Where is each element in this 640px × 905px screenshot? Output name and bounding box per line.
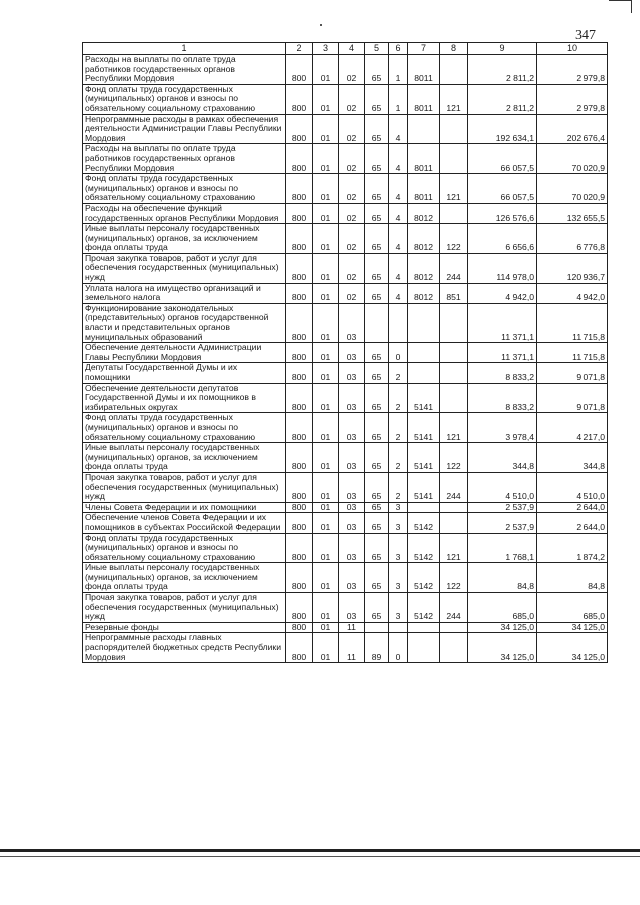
subsection-code-cell: 02	[339, 224, 365, 254]
section-code-cell: 01	[313, 174, 339, 204]
program-code-cell: 89	[365, 633, 389, 663]
expense-type-cell	[440, 114, 468, 144]
column-header: 6	[389, 43, 408, 55]
amount-year2-cell: 70 020,9	[537, 144, 608, 174]
expense-name-cell: Обеспечение членов Совета Федерации и их помощников в субъектах Российской Федерации	[83, 513, 286, 533]
subprogram-code-cell: 2	[389, 443, 408, 473]
target-article-cell: 8012	[408, 203, 440, 223]
expense-type-cell	[440, 303, 468, 342]
ministry-code-cell: 800	[286, 513, 313, 533]
section-code-cell: 01	[313, 633, 339, 663]
amount-year1-cell: 2 811,2	[468, 84, 537, 114]
expense-type-cell	[440, 343, 468, 363]
amount-year2-cell: 344,8	[537, 443, 608, 473]
section-code-cell: 01	[313, 144, 339, 174]
expense-name-cell: Расходы на обеспечение функций государственных органов Республики Мордовия	[83, 203, 286, 223]
table-row	[83, 253, 608, 283]
ministry-code-cell: 800	[286, 633, 313, 663]
table-row	[83, 472, 608, 502]
table-row	[83, 593, 608, 623]
target-article-cell: 8012	[408, 253, 440, 283]
section-code-cell: 01	[313, 253, 339, 283]
expense-name-cell: Члены Совета Федерации и их помощники	[83, 502, 286, 513]
ministry-code-cell: 800	[286, 84, 313, 114]
subprogram-code-cell: 4	[389, 203, 408, 223]
subprogram-code-cell: 3	[389, 593, 408, 623]
program-code-cell: 65	[365, 383, 389, 413]
section-code-cell: 01	[313, 502, 339, 513]
section-code-cell: 01	[313, 114, 339, 144]
expense-type-cell: 122	[440, 443, 468, 473]
subprogram-code-cell: 2	[389, 472, 408, 502]
section-code-cell: 01	[313, 203, 339, 223]
subsection-code-cell: 02	[339, 283, 365, 303]
ministry-code-cell: 800	[286, 203, 313, 223]
expense-name-cell: Прочая закупка товаров, работ и услуг для обеспечения государственных (муниципальных) нужд	[83, 472, 286, 502]
ministry-code-cell: 800	[286, 533, 313, 563]
target-article-cell: 5142	[408, 563, 440, 593]
expense-name-cell: Резервные фонды	[83, 622, 286, 633]
subsection-code-cell: 03	[339, 303, 365, 342]
amount-year2-cell: 6 776,8	[537, 224, 608, 254]
target-article-cell: 5141	[408, 383, 440, 413]
table-row	[83, 303, 608, 342]
subprogram-code-cell: 1	[389, 84, 408, 114]
amount-year1-cell: 34 125,0	[468, 622, 537, 633]
subsection-code-cell: 03	[339, 593, 365, 623]
amount-year1-cell: 8 833,2	[468, 363, 537, 383]
target-article-cell	[408, 343, 440, 363]
expense-name-cell: Прочая закупка товаров, работ и услуг для обеспечения государственных (муниципальных) нужд	[83, 593, 286, 623]
ministry-code-cell: 800	[286, 303, 313, 342]
expense-type-cell	[440, 502, 468, 513]
expense-name-cell: Уплата налога на имущество организаций и земельного налога	[83, 283, 286, 303]
amount-year2-cell: 2 644,0	[537, 513, 608, 533]
subsection-code-cell: 02	[339, 84, 365, 114]
amount-year1-cell: 2 537,9	[468, 502, 537, 513]
amount-year2-cell: 11 715,8	[537, 343, 608, 363]
table-row	[83, 114, 608, 144]
expense-name-cell: Расходы на выплаты по оплате труда работников государственных органов Республики Мордовия	[83, 144, 286, 174]
table-row	[83, 144, 608, 174]
program-code-cell: 65	[365, 253, 389, 283]
column-header: 5	[365, 43, 389, 55]
target-article-cell: 5141	[408, 413, 440, 443]
ministry-code-cell: 800	[286, 502, 313, 513]
page-number: 347	[575, 28, 596, 43]
subprogram-code-cell: 3	[389, 533, 408, 563]
ministry-code-cell: 800	[286, 55, 313, 85]
amount-year2-cell: 2 979,8	[537, 84, 608, 114]
expense-name-cell: Непрограммные расходы главных распорядителей бюджетных средств Республики Мордовия	[83, 633, 286, 663]
expense-type-cell: 122	[440, 563, 468, 593]
program-code-cell: 65	[365, 513, 389, 533]
subsection-code-cell: 03	[339, 563, 365, 593]
subprogram-code-cell: 4	[389, 283, 408, 303]
table-row	[83, 203, 608, 223]
amount-year2-cell: 4 942,0	[537, 283, 608, 303]
amount-year2-cell: 84,8	[537, 563, 608, 593]
subprogram-code-cell: 4	[389, 253, 408, 283]
target-article-cell: 8011	[408, 144, 440, 174]
target-article-cell	[408, 363, 440, 383]
target-article-cell	[408, 114, 440, 144]
target-article-cell	[408, 633, 440, 663]
ministry-code-cell: 800	[286, 622, 313, 633]
subprogram-code-cell: 2	[389, 413, 408, 443]
ministry-code-cell: 800	[286, 413, 313, 443]
table-row	[83, 363, 608, 383]
column-header: 4	[339, 43, 365, 55]
section-code-cell: 01	[313, 413, 339, 443]
amount-year1-cell: 685,0	[468, 593, 537, 623]
target-article-cell	[408, 502, 440, 513]
table-row	[83, 224, 608, 254]
subsection-code-cell: 03	[339, 513, 365, 533]
program-code-cell: 65	[365, 413, 389, 443]
amount-year2-cell: 9 071,8	[537, 363, 608, 383]
amount-year1-cell: 4 942,0	[468, 283, 537, 303]
subprogram-code-cell: 1	[389, 55, 408, 85]
target-article-cell: 5142	[408, 593, 440, 623]
subsection-code-cell: 02	[339, 144, 365, 174]
table-header-row	[83, 43, 608, 55]
subsection-code-cell: 03	[339, 533, 365, 563]
expense-type-cell	[440, 383, 468, 413]
section-code-cell: 01	[313, 363, 339, 383]
amount-year1-cell: 6 656,6	[468, 224, 537, 254]
program-code-cell: 65	[365, 224, 389, 254]
amount-year1-cell: 114 978,0	[468, 253, 537, 283]
program-code-cell: 65	[365, 363, 389, 383]
amount-year1-cell: 344,8	[468, 443, 537, 473]
expense-type-cell: 244	[440, 253, 468, 283]
subprogram-code-cell: 0	[389, 343, 408, 363]
scan-dot	[320, 24, 322, 26]
table-row	[83, 563, 608, 593]
ministry-code-cell: 800	[286, 224, 313, 254]
subsection-code-cell: 03	[339, 343, 365, 363]
amount-year1-cell: 66 057,5	[468, 174, 537, 204]
table-row	[83, 502, 608, 513]
program-code-cell	[365, 622, 389, 633]
section-code-cell: 01	[313, 533, 339, 563]
target-article-cell	[408, 303, 440, 342]
ministry-code-cell: 800	[286, 383, 313, 413]
amount-year2-cell: 132 655,5	[537, 203, 608, 223]
amount-year2-cell: 202 676,4	[537, 114, 608, 144]
program-code-cell: 65	[365, 533, 389, 563]
amount-year1-cell: 2 811,2	[468, 55, 537, 85]
subsection-code-cell: 02	[339, 114, 365, 144]
program-code-cell: 65	[365, 84, 389, 114]
expense-type-cell	[440, 633, 468, 663]
expense-name-cell: Прочая закупка товаров, работ и услуг для обеспечения государственных (муниципальных) нужд	[83, 253, 286, 283]
program-code-cell: 65	[365, 472, 389, 502]
expense-type-cell	[440, 144, 468, 174]
column-header: 1	[83, 43, 286, 55]
program-code-cell	[365, 303, 389, 342]
amount-year1-cell: 1 768,1	[468, 533, 537, 563]
ministry-code-cell: 800	[286, 174, 313, 204]
program-code-cell: 65	[365, 563, 389, 593]
expense-name-cell: Иные выплаты персоналу государственных (муниципальных) органов, за исключением фонда оплаты труда	[83, 443, 286, 473]
table-row	[83, 343, 608, 363]
subsection-code-cell: 03	[339, 443, 365, 473]
footer-rule-thick	[0, 849, 640, 852]
table-row	[83, 533, 608, 563]
target-article-cell: 5142	[408, 533, 440, 563]
expense-name-cell: Депутаты Государственной Думы и их помощники	[83, 363, 286, 383]
amount-year2-cell: 34 125,0	[537, 622, 608, 633]
program-code-cell: 65	[365, 283, 389, 303]
amount-year2-cell: 2 979,8	[537, 55, 608, 85]
column-header: 10	[537, 43, 608, 55]
subprogram-code-cell: 2	[389, 363, 408, 383]
expense-name-cell: Расходы на выплаты по оплате труда работников государственных органов Республики Мордовия	[83, 55, 286, 85]
table-row	[83, 84, 608, 114]
amount-year2-cell: 9 071,8	[537, 383, 608, 413]
amount-year1-cell: 11 371,1	[468, 303, 537, 342]
ministry-code-cell: 800	[286, 343, 313, 363]
ministry-code-cell: 800	[286, 443, 313, 473]
amount-year1-cell: 192 634,1	[468, 114, 537, 144]
target-article-cell	[408, 622, 440, 633]
program-code-cell: 65	[365, 144, 389, 174]
table-row	[83, 283, 608, 303]
section-code-cell: 01	[313, 563, 339, 593]
amount-year2-cell: 70 020,9	[537, 174, 608, 204]
expense-type-cell: 851	[440, 283, 468, 303]
expense-name-cell: Непрограммные расходы в рамках обеспечения деятельности Администрации Главы Республики Мордовия	[83, 114, 286, 144]
section-code-cell: 01	[313, 343, 339, 363]
column-header: 9	[468, 43, 537, 55]
target-article-cell: 5141	[408, 443, 440, 473]
amount-year1-cell: 84,8	[468, 563, 537, 593]
table-row	[83, 55, 608, 85]
subprogram-code-cell: 4	[389, 224, 408, 254]
amount-year1-cell: 3 978,4	[468, 413, 537, 443]
subsection-code-cell: 03	[339, 413, 365, 443]
subprogram-code-cell	[389, 622, 408, 633]
target-article-cell: 8012	[408, 283, 440, 303]
section-code-cell: 01	[313, 513, 339, 533]
target-article-cell: 5142	[408, 513, 440, 533]
ministry-code-cell: 800	[286, 144, 313, 174]
target-article-cell: 8012	[408, 224, 440, 254]
subprogram-code-cell: 3	[389, 513, 408, 533]
subsection-code-cell: 03	[339, 472, 365, 502]
ministry-code-cell: 800	[286, 363, 313, 383]
section-code-cell: 01	[313, 593, 339, 623]
expense-name-cell: Фонд оплаты труда государственных (муниципальных) органов и взносы по обязательному социальному страхованию	[83, 533, 286, 563]
expense-type-cell	[440, 513, 468, 533]
subprogram-code-cell	[389, 303, 408, 342]
table-row	[83, 513, 608, 533]
expense-type-cell	[440, 55, 468, 85]
column-header: 8	[440, 43, 468, 55]
amount-year1-cell: 2 537,9	[468, 513, 537, 533]
expense-name-cell: Иные выплаты персоналу государственных (муниципальных) органов, за исключением фонда оплаты труда	[83, 563, 286, 593]
program-code-cell: 65	[365, 55, 389, 85]
table-row	[83, 633, 608, 663]
program-code-cell: 65	[365, 203, 389, 223]
amount-year2-cell: 685,0	[537, 593, 608, 623]
table-body	[83, 55, 608, 663]
ministry-code-cell: 800	[286, 472, 313, 502]
expense-name-cell: Фонд оплаты труда государственных (муниципальных) органов и взносы по обязательному социальному страхованию	[83, 174, 286, 204]
subprogram-code-cell: 2	[389, 383, 408, 413]
program-code-cell: 65	[365, 593, 389, 623]
target-article-cell: 8011	[408, 174, 440, 204]
expense-type-cell: 244	[440, 593, 468, 623]
expense-type-cell	[440, 622, 468, 633]
table-row	[83, 383, 608, 413]
expense-name-cell: Фонд оплаты труда государственных (муниципальных) органов и взносы по обязательному социальному страхованию	[83, 84, 286, 114]
subsection-code-cell: 03	[339, 363, 365, 383]
target-article-cell: 8011	[408, 55, 440, 85]
subsection-code-cell: 03	[339, 383, 365, 413]
ministry-code-cell: 800	[286, 283, 313, 303]
target-article-cell: 8011	[408, 84, 440, 114]
amount-year2-cell: 34 125,0	[537, 633, 608, 663]
amount-year2-cell: 1 874,2	[537, 533, 608, 563]
expense-type-cell: 121	[440, 413, 468, 443]
amount-year1-cell: 34 125,0	[468, 633, 537, 663]
section-code-cell: 01	[313, 303, 339, 342]
amount-year1-cell: 8 833,2	[468, 383, 537, 413]
ministry-code-cell: 800	[286, 593, 313, 623]
expense-type-cell: 122	[440, 224, 468, 254]
expense-name-cell: Иные выплаты персоналу государственных (муниципальных) органов, за исключением фонда оплаты труда	[83, 224, 286, 254]
subsection-code-cell: 02	[339, 55, 365, 85]
program-code-cell: 65	[365, 343, 389, 363]
subprogram-code-cell: 3	[389, 502, 408, 513]
ministry-code-cell: 800	[286, 114, 313, 144]
program-code-cell: 65	[365, 502, 389, 513]
table-row	[83, 443, 608, 473]
budget-table	[82, 42, 608, 663]
amount-year1-cell: 126 576,6	[468, 203, 537, 223]
table-row	[83, 622, 608, 633]
subprogram-code-cell: 4	[389, 174, 408, 204]
section-code-cell: 01	[313, 55, 339, 85]
footer-rule-thin	[0, 856, 640, 857]
subprogram-code-cell: 0	[389, 633, 408, 663]
section-code-cell: 01	[313, 224, 339, 254]
section-code-cell: 01	[313, 383, 339, 413]
expense-type-cell	[440, 363, 468, 383]
expense-name-cell: Функционирование законодательных (представительных) органов государственной власти и представительных органов муниципальных образований	[83, 303, 286, 342]
expense-type-cell: 121	[440, 533, 468, 563]
expense-name-cell: Фонд оплаты труда государственных (муниципальных) органов и взносы по обязательному социальному страхованию	[83, 413, 286, 443]
column-header: 2	[286, 43, 313, 55]
section-code-cell: 01	[313, 283, 339, 303]
amount-year2-cell: 4 510,0	[537, 472, 608, 502]
amount-year2-cell: 2 644,0	[537, 502, 608, 513]
program-code-cell: 65	[365, 443, 389, 473]
target-article-cell: 5141	[408, 472, 440, 502]
subsection-code-cell: 03	[339, 502, 365, 513]
expense-type-cell: 121	[440, 174, 468, 204]
expense-type-cell: 121	[440, 84, 468, 114]
subprogram-code-cell: 4	[389, 114, 408, 144]
subprogram-code-cell: 3	[389, 563, 408, 593]
ministry-code-cell: 800	[286, 563, 313, 593]
column-header: 7	[408, 43, 440, 55]
expense-name-cell: Обеспечение деятельности депутатов Государственной Думы и их помощников в избирательных округах	[83, 383, 286, 413]
subsection-code-cell: 02	[339, 174, 365, 204]
amount-year2-cell: 11 715,8	[537, 303, 608, 342]
table-row	[83, 413, 608, 443]
subsection-code-cell: 02	[339, 253, 365, 283]
expense-type-cell	[440, 203, 468, 223]
amount-year1-cell: 66 057,5	[468, 144, 537, 174]
program-code-cell: 65	[365, 174, 389, 204]
section-code-cell: 01	[313, 472, 339, 502]
subsection-code-cell: 11	[339, 622, 365, 633]
subsection-code-cell: 02	[339, 203, 365, 223]
column-header: 3	[313, 43, 339, 55]
amount-year1-cell: 11 371,1	[468, 343, 537, 363]
expense-name-cell: Обеспечение деятельности Администрации Главы Республики Мордовия	[83, 343, 286, 363]
program-code-cell: 65	[365, 114, 389, 144]
subprogram-code-cell: 4	[389, 144, 408, 174]
amount-year1-cell: 4 510,0	[468, 472, 537, 502]
corner-bracket-mark	[609, 0, 632, 13]
amount-year2-cell: 120 936,7	[537, 253, 608, 283]
section-code-cell: 01	[313, 84, 339, 114]
ministry-code-cell: 800	[286, 253, 313, 283]
section-code-cell: 01	[313, 622, 339, 633]
amount-year2-cell: 4 217,0	[537, 413, 608, 443]
expense-type-cell: 244	[440, 472, 468, 502]
section-code-cell: 01	[313, 443, 339, 473]
table-row	[83, 174, 608, 204]
subsection-code-cell: 11	[339, 633, 365, 663]
